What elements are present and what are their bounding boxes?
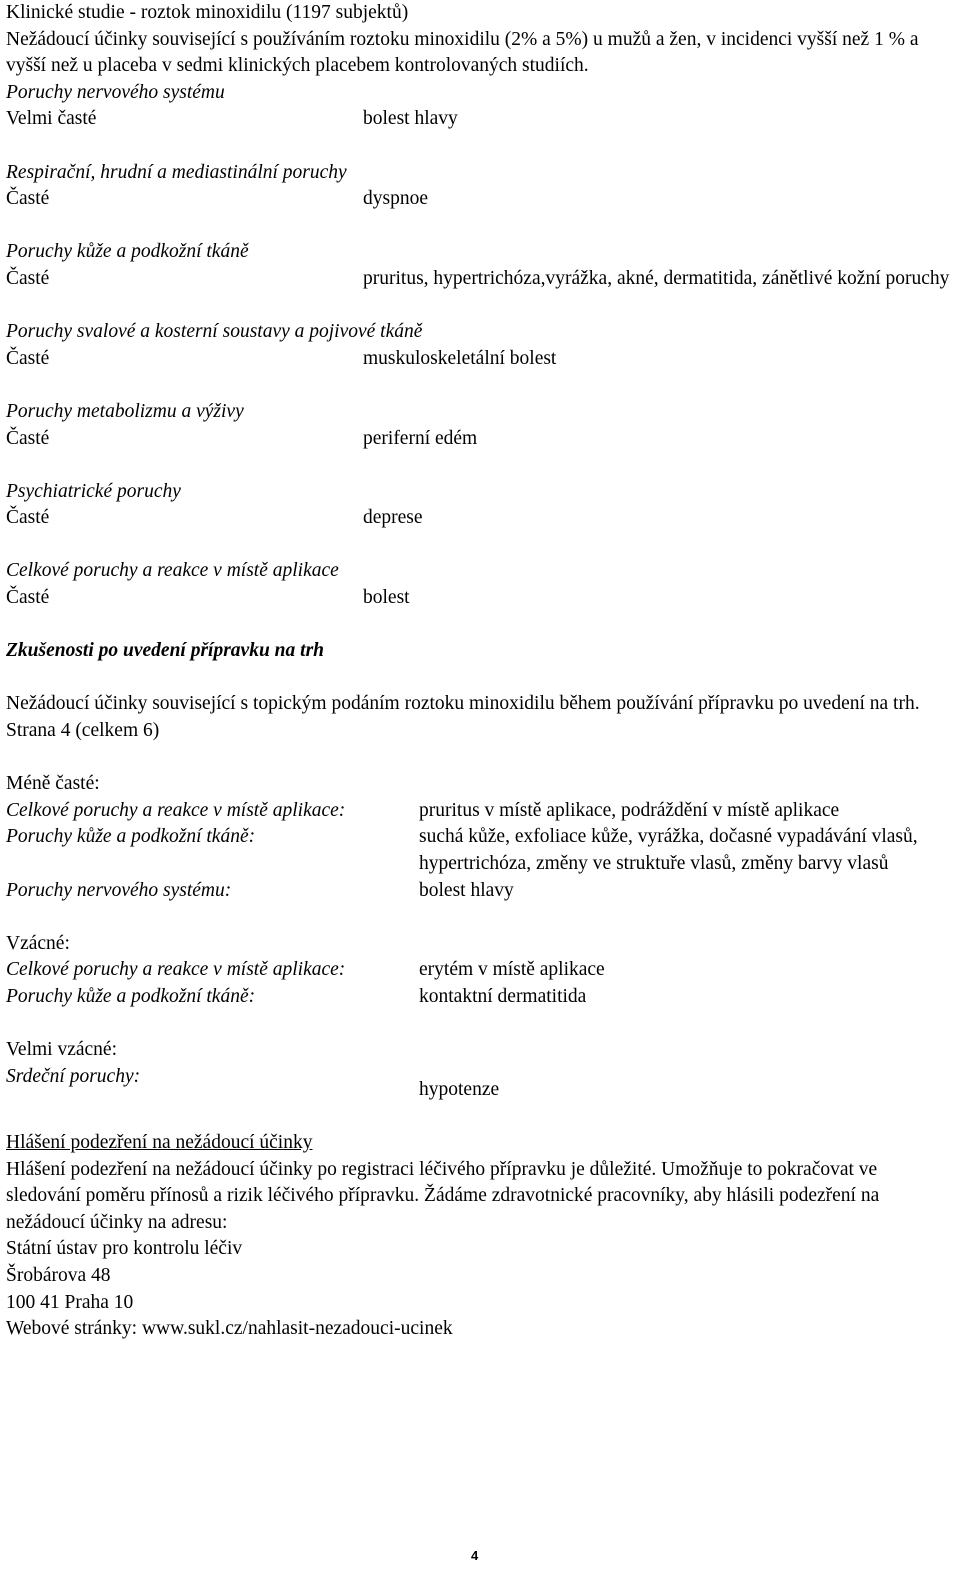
soc-heading-musculoskeletal: Poruchy svalové a kosterní soustavy a pojivové tkáně [6, 321, 423, 343]
postmarketing-row [6, 878, 951, 905]
frequency-label: Velmi časté [6, 108, 97, 130]
effect-text: periferní edém [363, 427, 478, 449]
effect-text: pruritus v místě aplikace, podráždění v místě aplikace [419, 799, 840, 821]
effect-text: bolest hlavy [419, 879, 514, 901]
clinical-row [6, 266, 951, 293]
soc-label: Poruchy kůže a podkožní tkáně: [6, 985, 256, 1007]
effect-text: hypotenze [419, 1078, 500, 1100]
postmarketing-row [6, 798, 951, 825]
clinical-row [6, 346, 951, 373]
postmarketing-text: Nežádoucí účinky související s topickým podáním roztoku minoxidilu během používání přípravku po uvedení na trh. Strana 4 (celkem 6) [6, 693, 920, 742]
soc-label: Poruchy kůže a podkožní tkáně: [6, 826, 256, 848]
address-line: Šrobárova 48 [6, 1264, 111, 1286]
website-link[interactable]: Webové stránky: www.sukl.cz/nahlasit-nezadouci-ucinek [6, 1318, 453, 1340]
soc-heading-respiratory: Respirační, hrudní a mediastinální poruchy [6, 161, 347, 183]
address-line: Státní ústav pro kontrolu léčiv [6, 1238, 243, 1260]
frequency-label: Časté [6, 587, 50, 609]
soc-label: Poruchy nervového systému: [6, 879, 232, 901]
soc-heading-skin: Poruchy kůže a podkožní tkáně [6, 241, 249, 263]
frequency-label: Časté [6, 267, 50, 289]
clinical-row [6, 106, 951, 133]
study-title: Klinické studie - roztok minoxidilu (1197 subjektů) [6, 2, 409, 23]
effect-text: kontaktní dermatitida [419, 985, 587, 1007]
page-number: 4 [471, 1548, 479, 1563]
frequency-group-label: Velmi vzácné: [6, 1039, 117, 1061]
effect-text: pruritus, hypertrichóza,vyrážka, akné, dermatitida, zánětlivé kožní poruchy [363, 267, 950, 289]
document-page [6, 0, 951, 1343]
postmarketing-row [6, 957, 951, 984]
clinical-row [6, 186, 951, 213]
soc-heading-psychiatric: Psychiatrické poruchy [6, 480, 181, 502]
effect-text: muskuloskeletální bolest [363, 347, 557, 369]
effect-text: erytém v místě aplikace [419, 959, 605, 981]
soc-heading-general: Celkové poruchy a reakce v místě aplikace [6, 560, 339, 582]
reporting-heading: Hlášení podezření na nežádoucí účinky [6, 1131, 313, 1153]
postmarketing-row [6, 1064, 951, 1104]
postmarketing-row [6, 984, 951, 1011]
frequency-label: Časté [6, 188, 50, 210]
frequency-group-label: Vzácné: [6, 932, 70, 954]
clinical-row [6, 505, 951, 532]
effect-text: bolest hlavy [363, 108, 458, 130]
clinical-row [6, 426, 951, 453]
soc-label: Celkové poruchy a reakce v místě aplikace: [6, 959, 346, 981]
reporting-text: Hlášení podezření na nežádoucí účinky po registraci léčivého přípravku je důležité. Umožňuje to pokračovat ve sledování poměru přínosů a rizik léčivého přípravku. Žádáme zdravotnické pracovníky, aby hlásili podezření na nežádoucí účinky na adresu: [6, 1158, 880, 1233]
effect-text: suchá kůže, exfoliace kůže, vyrážka, dočasné vypadávání vlasů, hypertrichóza, změny ve struktuře vlasů, změny barvy vlasů [419, 826, 918, 874]
soc-label: Srdeční poruchy: [6, 1065, 141, 1087]
frequency-label: Časté [6, 347, 50, 369]
clinical-row [6, 585, 951, 612]
effect-text: bolest [363, 587, 410, 609]
soc-heading-nervous: Poruchy nervového systému [6, 81, 225, 103]
frequency-group-label: Méně časté: [6, 773, 100, 795]
study-intro: Nežádoucí účinky související s používáním roztoku minoxidilu (2% a 5%) u mužů a žen, v incidenci vyšší než 1 % a vyšší než u placeba v sedmi klinických placebem kontrolovaných studiích. [6, 28, 919, 77]
frequency-label: Časté [6, 507, 50, 529]
soc-heading-metabolism: Poruchy metabolizmu a výživy [6, 400, 244, 422]
postmarketing-heading: Zkušenosti po uvedení přípravku na trh [6, 640, 325, 662]
postmarketing-row [6, 824, 951, 877]
effect-text: deprese [363, 507, 423, 529]
soc-label: Celkové poruchy a reakce v místě aplikace: [6, 799, 346, 821]
effect-text: dyspnoe [363, 188, 428, 210]
frequency-label: Časté [6, 427, 50, 449]
address-line: 100 41 Praha 10 [6, 1291, 134, 1313]
